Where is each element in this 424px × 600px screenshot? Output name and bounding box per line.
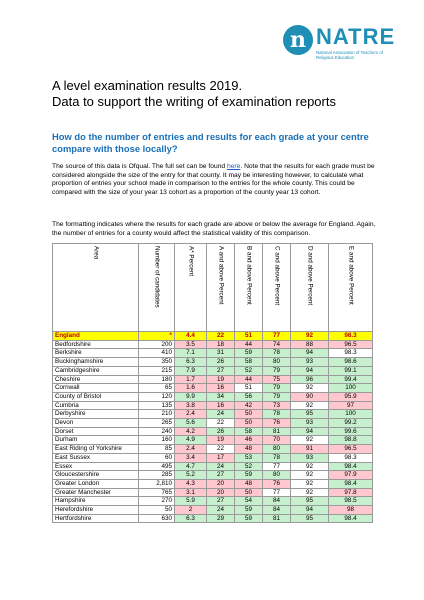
grade-cell: 94 [291, 366, 329, 375]
grade-cell: 91 [291, 445, 329, 454]
grade-cell: 19 [207, 436, 235, 445]
grade-cell: 96.5 [329, 445, 373, 454]
grade-cell: 24 [207, 410, 235, 419]
grade-cell: 26 [207, 427, 235, 436]
area-cell: County of Bristol [53, 392, 139, 401]
grade-cell: 78 [263, 410, 291, 419]
grade-cell: 78 [263, 453, 291, 462]
england-row [53, 332, 373, 341]
area-cell: Essex [53, 462, 139, 471]
grade-cell: 4.9 [175, 436, 207, 445]
grade-cell: 5.9 [175, 497, 207, 506]
grade-cell: 3.4 [175, 453, 207, 462]
grade-cell: 94 [291, 349, 329, 358]
table-row [53, 427, 373, 436]
table-row [53, 471, 373, 480]
grade-cell: 52 [235, 462, 263, 471]
table-row [53, 445, 373, 454]
grade-cell: 6.3 [175, 514, 207, 523]
grade-cell: 7.1 [175, 349, 207, 358]
grade-cell: 17 [207, 453, 235, 462]
grade-cell: 51 [235, 384, 263, 393]
grade-cell: 98.5 [329, 497, 373, 506]
grade-cell: 92 [291, 401, 329, 410]
grade-cell: 98.4 [329, 479, 373, 488]
grade-cell: 93 [291, 453, 329, 462]
area-cell: East Riding of Yorkshire [53, 445, 139, 454]
grade-cell: 19 [207, 375, 235, 384]
grade-cell: 99.6 [329, 427, 373, 436]
column-header-label: E and above Percent [347, 246, 355, 305]
grade-cell: 50 [235, 419, 263, 428]
grade-cell: 98.3 [329, 332, 373, 341]
area-cell: Greater Manchester [53, 488, 139, 497]
area-cell: Derbyshire [53, 410, 139, 419]
grade-cell: 96.5 [329, 340, 373, 349]
grade-cell: 100 [329, 410, 373, 419]
section-heading: How do the number of entries and results for each grade at your centre compare with those locally? [52, 131, 369, 154]
table-row [53, 506, 373, 515]
candidates-cell: 180 [139, 375, 175, 384]
grade-cell: 92 [291, 488, 329, 497]
area-cell: Cumbria [53, 401, 139, 410]
area-cell: Durham [53, 436, 139, 445]
natre-logo-tagline: National Association of Teachers of Religious Education [316, 50, 383, 60]
grade-cell: 80 [263, 471, 291, 480]
grade-cell: 4.4 [175, 332, 207, 341]
table-row [53, 479, 373, 488]
area-cell: Greater London [53, 479, 139, 488]
grade-cell: 92 [291, 471, 329, 480]
candidates-cell: 265 [139, 419, 175, 428]
page-title [52, 78, 336, 110]
grade-cell: 46 [235, 436, 263, 445]
source-link[interactable]: here [226, 163, 241, 170]
grade-cell: 58 [235, 358, 263, 367]
candidates-cell: 120 [139, 392, 175, 401]
grade-cell: 98.4 [329, 462, 373, 471]
grade-cell: 2.4 [175, 445, 207, 454]
area-cell: Cambridgeshire [53, 366, 139, 375]
grade-cell: 98.3 [329, 453, 373, 462]
grade-cell: 98 [329, 506, 373, 515]
grade-cell: 97.9 [329, 471, 373, 480]
grade-cell: 70 [263, 436, 291, 445]
grade-cell: 95.9 [329, 392, 373, 401]
table-row [53, 375, 373, 384]
area-cell: Bedfordshire [53, 340, 139, 349]
table-row [53, 392, 373, 401]
candidates-cell: 410 [139, 349, 175, 358]
table-row [53, 497, 373, 506]
grade-cell: 1.7 [175, 375, 207, 384]
candidates-cell: 240 [139, 427, 175, 436]
grade-cell: 81 [263, 514, 291, 523]
grade-cell: 80 [263, 358, 291, 367]
grade-cell: 44 [235, 375, 263, 384]
grade-cell: 34 [207, 392, 235, 401]
grade-cell: 98.3 [329, 349, 373, 358]
grade-cell: 96 [291, 375, 329, 384]
grade-cell: 27 [207, 366, 235, 375]
grade-cell: 24 [207, 506, 235, 515]
area-cell: Dorset [53, 427, 139, 436]
grade-cell: 16 [207, 384, 235, 393]
grade-cell: 16 [207, 401, 235, 410]
source-text-continued: . Note that the results for each grade must be considered alongside the size of the entry for that county. It may be interesting however, to calculate what proportion of entries your school made in comparison to the entries for the whole county. This could be compared with the size of your year 13 cohort as a proportion of the county year 13 cohort. [52, 163, 375, 196]
grade-cell: 1.6 [175, 384, 207, 393]
page-title-line-1: A level examination results 2019. [52, 78, 243, 93]
grade-cell: 56 [235, 392, 263, 401]
table-header-row [53, 244, 373, 332]
candidates-cell: 765 [139, 488, 175, 497]
source-paragraph [52, 163, 382, 197]
grade-cell: 77 [263, 488, 291, 497]
grade-cell: 92 [291, 332, 329, 341]
grade-cell: 97 [329, 401, 373, 410]
grade-cell: 77 [263, 332, 291, 341]
grade-cell: 58 [235, 427, 263, 436]
candidates-cell: 2,810 [139, 479, 175, 488]
table-row [53, 349, 373, 358]
grade-cell: 79 [263, 392, 291, 401]
grade-cell: 3.1 [175, 488, 207, 497]
grade-cell: 42 [235, 401, 263, 410]
grade-cell: 95 [291, 497, 329, 506]
natre-logo-text: NATRE [316, 24, 396, 49]
grade-cell: 59 [235, 506, 263, 515]
grade-cell: 94 [291, 506, 329, 515]
column-header-label: A* Percent [187, 246, 195, 277]
area-cell: Devon [53, 419, 139, 428]
grade-cell: 100 [329, 384, 373, 393]
column-header-label: D and above Percent [306, 246, 314, 306]
column-header-label: Area [92, 246, 100, 260]
area-cell: Hertfordshire [53, 514, 139, 523]
grade-cell: 79 [263, 384, 291, 393]
table-row [53, 488, 373, 497]
grade-cell: 79 [263, 366, 291, 375]
grade-cell: 22 [207, 419, 235, 428]
area-cell: Buckinghamshire [53, 358, 139, 367]
grade-cell: 92 [291, 384, 329, 393]
page-title-line-2: Data to support the writing of examination reports [52, 94, 336, 109]
grade-cell: 53 [235, 453, 263, 462]
area-cell: Gloucestershire [53, 471, 139, 480]
table-row [53, 410, 373, 419]
grade-cell: 3.5 [175, 340, 207, 349]
area-cell: England [53, 332, 139, 341]
grade-cell: 27 [207, 497, 235, 506]
grade-cell: 59 [235, 349, 263, 358]
grade-cell: 76 [263, 479, 291, 488]
table-row [53, 340, 373, 349]
column-header [53, 244, 139, 332]
candidates-cell: 270 [139, 497, 175, 506]
candidates-cell: 135 [139, 401, 175, 410]
grade-cell: 73 [263, 401, 291, 410]
grade-cell: 51 [235, 332, 263, 341]
grade-cell: 6.3 [175, 358, 207, 367]
table-row [53, 453, 373, 462]
column-header-label: C and above Percent [273, 246, 281, 306]
candidates-cell: 210 [139, 410, 175, 419]
grade-cell: 5.6 [175, 419, 207, 428]
candidates-cell: 50 [139, 506, 175, 515]
column-header-label: Number of candidates [153, 246, 161, 308]
grade-cell: 76 [263, 419, 291, 428]
area-cell: Herefordshire [53, 506, 139, 515]
source-text: The source of this data is Ofqual. The full set can be found [52, 163, 227, 170]
grade-cell: 59 [235, 514, 263, 523]
column-header [207, 244, 235, 332]
formatting-paragraph: The formatting indicates where the results for each grade are above or below the average for England. Again, the number of entries for a county would affect the statistical validity of this comparison. [52, 221, 376, 237]
column-header [291, 244, 329, 332]
grade-cell: 98.6 [329, 358, 373, 367]
candidates-cell: 630 [139, 514, 175, 523]
grade-cell: 48 [235, 479, 263, 488]
column-header [139, 244, 175, 332]
grade-cell: 44 [235, 340, 263, 349]
grade-cell: 93 [291, 419, 329, 428]
grade-cell: 29 [207, 514, 235, 523]
table-row [53, 514, 373, 523]
grade-cell: 20 [207, 488, 235, 497]
grade-cell: 54 [235, 497, 263, 506]
natre-logo-icon: n [283, 25, 313, 55]
candidates-cell: 160 [139, 436, 175, 445]
grade-cell: 22 [207, 332, 235, 341]
grade-cell: 92 [291, 436, 329, 445]
results-table [52, 243, 373, 523]
grade-cell: 2.4 [175, 410, 207, 419]
grade-cell: 4.7 [175, 462, 207, 471]
table-row [53, 366, 373, 375]
column-header [175, 244, 207, 332]
grade-cell: 9.9 [175, 392, 207, 401]
grade-cell: 92 [291, 462, 329, 471]
candidates-cell: 85 [139, 445, 175, 454]
grade-cell: 78 [263, 349, 291, 358]
grade-cell: 80 [263, 445, 291, 454]
area-cell: Berkshire [53, 349, 139, 358]
grade-cell: 95 [291, 514, 329, 523]
column-header [263, 244, 291, 332]
grade-cell: 24 [207, 462, 235, 471]
candidates-cell: 65 [139, 384, 175, 393]
area-cell: Cheshire [53, 375, 139, 384]
column-header [329, 244, 373, 332]
grade-cell: 99.2 [329, 419, 373, 428]
grade-cell: 90 [291, 392, 329, 401]
table-row [53, 401, 373, 410]
grade-cell: 99.4 [329, 375, 373, 384]
candidates-cell: * [139, 332, 175, 341]
grade-cell: 97.8 [329, 488, 373, 497]
candidates-cell: 200 [139, 340, 175, 349]
table-row [53, 436, 373, 445]
grade-cell: 88 [291, 340, 329, 349]
grade-cell: 20 [207, 479, 235, 488]
candidates-cell: 285 [139, 471, 175, 480]
grade-cell: 94 [291, 427, 329, 436]
grade-cell: 92 [291, 479, 329, 488]
table-row [53, 419, 373, 428]
table-row [53, 358, 373, 367]
grade-cell: 84 [263, 497, 291, 506]
grade-cell: 27 [207, 471, 235, 480]
area-cell: East Sussex [53, 453, 139, 462]
column-header-label: B and above Percent [245, 246, 253, 305]
area-cell: Cornwall [53, 384, 139, 393]
candidates-cell: 60 [139, 453, 175, 462]
candidates-cell: 495 [139, 462, 175, 471]
grade-cell: 74 [263, 340, 291, 349]
grade-cell: 93 [291, 358, 329, 367]
natre-logo [283, 23, 396, 69]
grade-cell: 4.2 [175, 427, 207, 436]
grade-cell: 77 [263, 462, 291, 471]
grade-cell: 26 [207, 358, 235, 367]
grade-cell: 95 [291, 410, 329, 419]
grade-cell: 5.2 [175, 471, 207, 480]
grade-cell: 84 [263, 506, 291, 515]
grade-cell: 2 [175, 506, 207, 515]
grade-cell: 98.8 [329, 436, 373, 445]
table-row [53, 462, 373, 471]
column-header [235, 244, 263, 332]
grade-cell: 3.8 [175, 401, 207, 410]
grade-cell: 52 [235, 366, 263, 375]
table-row [53, 384, 373, 393]
grade-cell: 99.1 [329, 366, 373, 375]
grade-cell: 18 [207, 340, 235, 349]
grade-cell: 48 [235, 445, 263, 454]
area-cell: Hampshire [53, 497, 139, 506]
grade-cell: 81 [263, 427, 291, 436]
grade-cell: 98.4 [329, 514, 373, 523]
grade-cell: 7.9 [175, 366, 207, 375]
grade-cell: 59 [235, 471, 263, 480]
candidates-cell: 350 [139, 358, 175, 367]
grade-cell: 31 [207, 349, 235, 358]
grade-cell: 4.3 [175, 479, 207, 488]
grade-cell: 50 [235, 410, 263, 419]
column-header-label: A and above Percent [217, 246, 225, 305]
grade-cell: 75 [263, 375, 291, 384]
candidates-cell: 215 [139, 366, 175, 375]
grade-cell: 50 [235, 488, 263, 497]
grade-cell: 22 [207, 445, 235, 454]
